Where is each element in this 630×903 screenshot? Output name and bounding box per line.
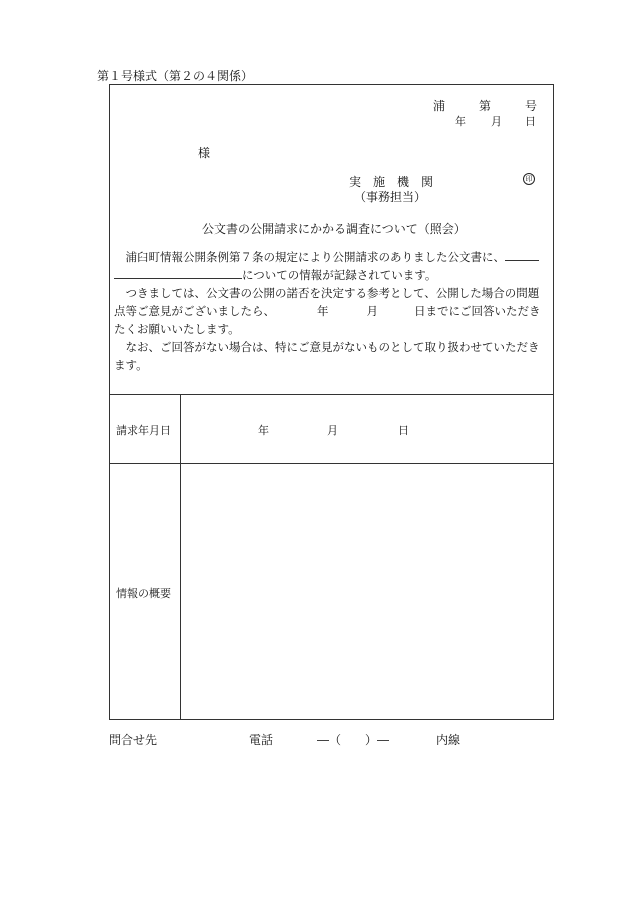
body-paragraph-2-line-2: [114, 302, 549, 320]
information-summary-label: 情報の概要: [116, 587, 171, 600]
body-paragraph-2-line-1: [114, 284, 549, 302]
table-row-divider: [110, 463, 553, 464]
phone-number-pattern: ―（ ）―: [317, 733, 390, 747]
header-date-day: 日: [525, 115, 536, 128]
table-top-border: [110, 394, 553, 395]
seal-mark-icon: 印: [523, 173, 535, 185]
extension-label: 内線: [436, 733, 461, 747]
form-frame: [109, 84, 554, 720]
body-text: なお、ご回答がない場合は、特にご意見がないものとして取り扱わせていただき: [125, 340, 540, 354]
body-paragraph-1-line-1: [114, 248, 549, 266]
request-date-label: 請求年月日: [116, 424, 171, 437]
body-text: つきましては、公文書の公開の諾否を決定する参考として、公開した場合の問題: [125, 286, 540, 300]
information-summary-field[interactable]: [182, 465, 550, 717]
body-text: 日までにご回答いただき: [414, 304, 541, 318]
sender-organization: 実 施 機 関: [349, 175, 434, 189]
table-column-divider: [180, 395, 181, 719]
body-text: 点等ご意見がございましたら、: [114, 304, 275, 318]
header-number-suffix: 号: [525, 99, 538, 113]
body-text: たくお願いいたします。: [114, 322, 240, 336]
header-date-month: 月: [491, 115, 502, 128]
body-paragraph-3-line-2: [114, 356, 549, 374]
body-paragraph-1-line-2: [114, 266, 549, 284]
reply-month: 月: [366, 304, 378, 318]
request-date-month: 月: [327, 424, 338, 437]
sender-department: （事務担当）: [354, 190, 427, 204]
header-number-middle: 第: [479, 99, 492, 113]
request-date-year: 年: [258, 424, 269, 437]
body-text: ます。: [114, 358, 148, 372]
body-text: についての情報が記録されています。: [242, 268, 437, 282]
body-paragraph-2-line-3: [114, 320, 549, 338]
request-date-day: 日: [398, 424, 409, 437]
body-text: 浦臼町情報公開条例第７条の規定により公開請求のありました公文書に、: [125, 250, 505, 264]
blank-line: [505, 248, 539, 261]
addressee-suffix: 様: [198, 146, 211, 160]
header-date-year: 年: [455, 115, 466, 128]
document-title: 公文書の公開請求にかかる調査について（照会）: [202, 222, 466, 236]
form-number-label: 第１号様式（第２の４関係）: [97, 69, 254, 83]
phone-label: 電話: [249, 733, 274, 747]
reply-year: 年: [317, 304, 329, 318]
blank-line: [114, 266, 242, 279]
contact-label: 問合せ先: [109, 733, 158, 747]
header-number-prefix: 浦: [433, 99, 446, 113]
body-paragraph-3-line-1: [114, 338, 549, 356]
